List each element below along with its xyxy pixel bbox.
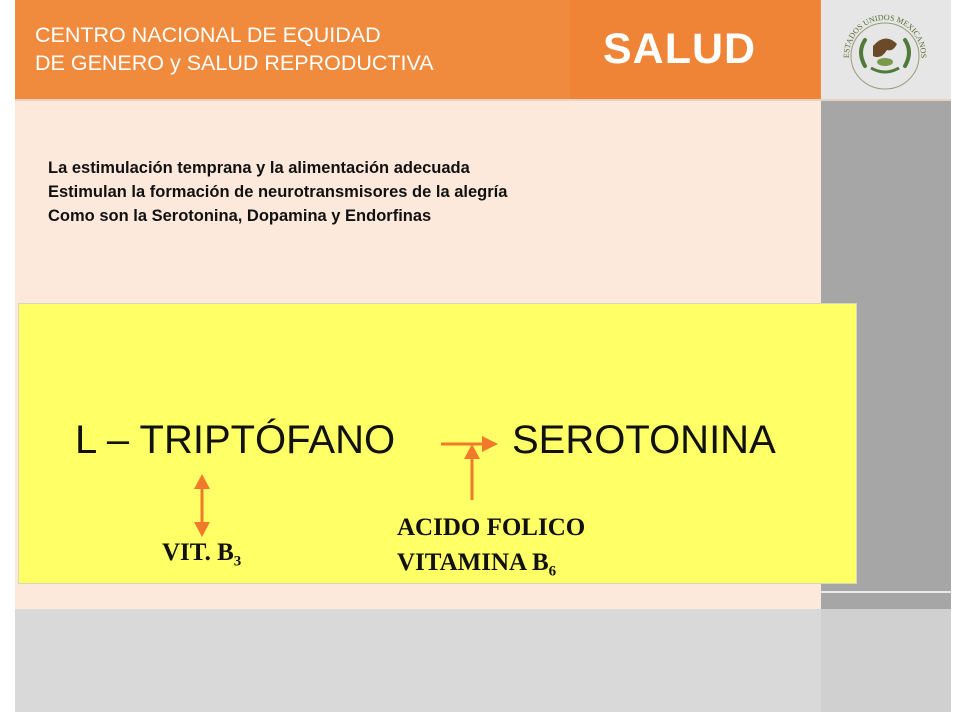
- intro-line-2: Estimulan la formación de neurotransmisores de la alegría: [48, 183, 508, 201]
- organization-name: [35, 21, 434, 77]
- salud-logo: SALUD: [603, 25, 757, 73]
- source-compound: L – TRIPTÓFANO: [75, 418, 396, 462]
- cofactor-folic-acid-line1: ACIDO FOLICO: [397, 514, 586, 541]
- intro-line-1: La estimulación temprana y la alimentación adecuada: [48, 159, 470, 177]
- organization-name-line2: DE GENERO y SALUD REPRODUCTIVA: [35, 51, 434, 75]
- cofactor-vitamin-b3: [162, 539, 241, 570]
- intro-text: [48, 156, 507, 228]
- intro-line-3: Como son la Serotonina, Dopamina y Endorfinas: [48, 207, 432, 225]
- organization-name-line1: CENTRO NACIONAL DE EQUIDAD: [35, 23, 381, 47]
- mexico-seal-icon: [835, 8, 935, 92]
- cofactor-vitamin-b3-subscript: 3: [233, 553, 242, 570]
- cofactor-vitamin-b6-subscript: 6: [548, 563, 557, 580]
- seal-lettering: ESTADOS UNIDOS MEXICANOS: [841, 12, 929, 59]
- cofactor-vitamin-b6: [397, 545, 585, 589]
- footer-corner: [821, 609, 951, 712]
- sidebar-divider: [821, 591, 951, 593]
- footer-bar: [15, 609, 951, 712]
- header-divider: [15, 99, 951, 101]
- cofactor-vitamin-b6-label: VITAMINA B: [397, 549, 549, 576]
- cofactor-vitamin-b3-label: VIT. B: [162, 539, 234, 566]
- target-compound: SEROTONINA: [512, 418, 776, 462]
- cofactor-folic-acid: [397, 510, 585, 589]
